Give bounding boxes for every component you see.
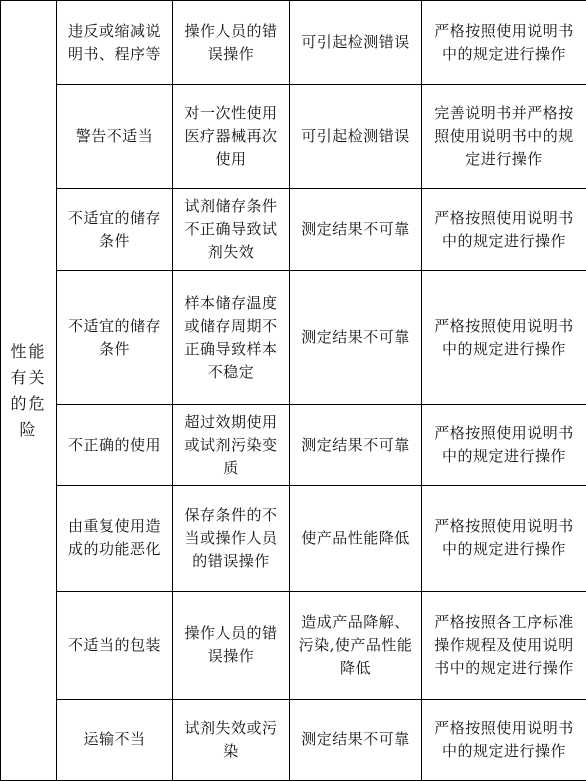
measure-cell: 严格按照使用说明书中的规定进行操作 [422,485,586,591]
table-row [1,189,586,271]
table-row [1,591,586,699]
measure-cell: 完善说明书并严格按照使用说明书中的规定进行操作 [422,85,586,189]
table-row [1,699,586,780]
measure-cell: 严格按照使用说明书中的规定进行操作 [422,189,586,271]
cause-cell: 试剂失效或污染 [173,699,290,780]
hazard-cell: 不适当的包装 [57,591,173,699]
hazard-cell: 由重复使用造成的功能恶化 [57,485,173,591]
cause-cell: 操作人员的错误操作 [173,1,290,85]
consequence-cell: 测定结果不可靠 [290,405,422,485]
hazard-cell: 不适宜的储存条件 [57,189,173,271]
consequence-cell: 测定结果不可靠 [290,271,422,405]
cause-cell: 操作人员的错误操作 [173,591,290,699]
measure-cell: 严格按照使用说明书中的规定进行操作 [422,1,586,85]
cause-cell: 样本储存温度或储存周期不正确导致样本不稳定 [173,271,290,405]
consequence-cell: 造成产品降解、污染,使产品性能降低 [290,591,422,699]
consequence-cell: 可引起检测错误 [290,1,422,85]
cause-cell: 试剂储存条件不正确导致试剂失效 [173,189,290,271]
table-row [1,1,586,85]
measure-cell: 严格按照各工序标准操作规程及使用说明书中的规定进行操作 [422,591,586,699]
cause-cell: 超过效期使用或试剂污染变质 [173,405,290,485]
category-cell: 性能有关的危险 [1,1,57,781]
measure-cell: 严格按照使用说明书中的规定进行操作 [422,699,586,780]
hazard-cell: 警告不适当 [57,85,173,189]
consequence-cell: 可引起检测错误 [290,85,422,189]
consequence-cell: 测定结果不可靠 [290,699,422,780]
measure-cell: 严格按照使用说明书中的规定进行操作 [422,405,586,485]
table-row [1,271,586,405]
hazard-cell: 不适宜的储存条件 [57,271,173,405]
cause-cell: 保存条件的不当或操作人员的错误操作 [173,485,290,591]
table-row [1,85,586,189]
hazard-cell: 不正确的使用 [57,405,173,485]
table-row [1,405,586,485]
measure-cell: 严格按照使用说明书中的规定进行操作 [422,271,586,405]
hazard-cell: 违反或缩减说明书、程序等 [57,1,173,85]
cause-cell: 对一次性使用医疗器械再次使用 [173,85,290,189]
table-row [1,485,586,591]
consequence-cell: 测定结果不可靠 [290,189,422,271]
consequence-cell: 使产品性能降低 [290,485,422,591]
hazard-cell: 运输不当 [57,699,173,780]
